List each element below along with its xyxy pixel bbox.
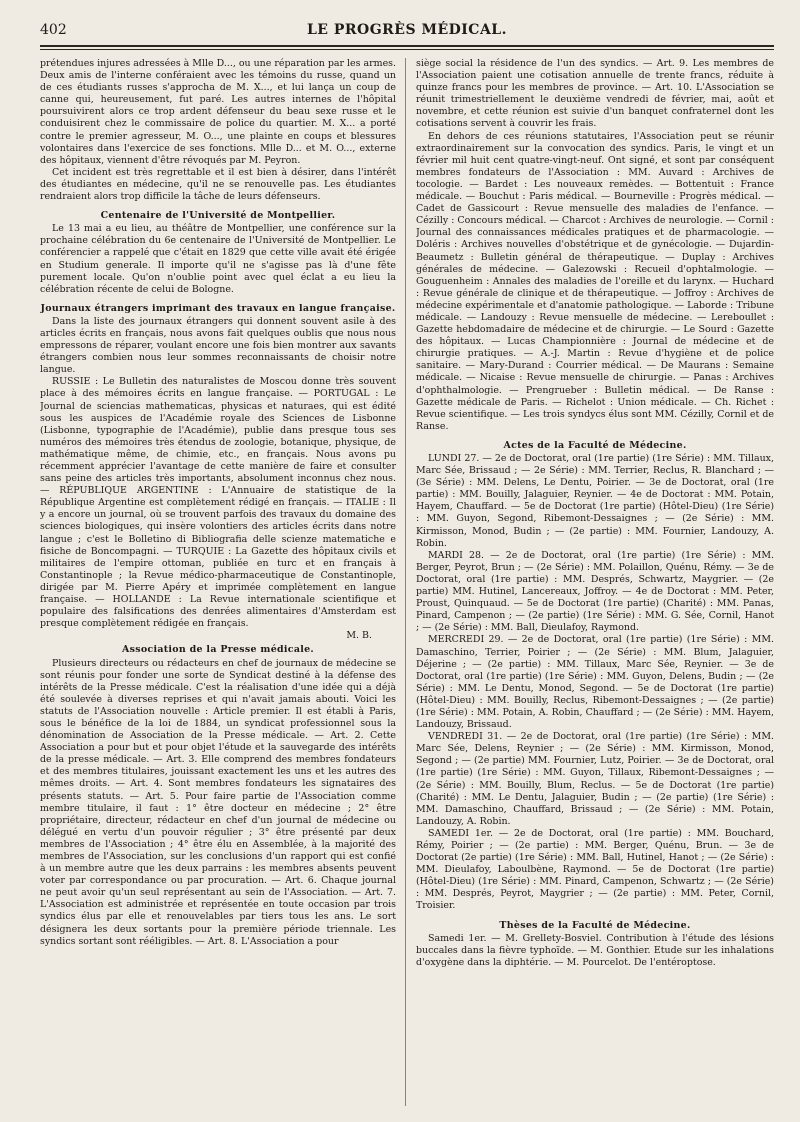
paragraph: RUSSIE : Le Bulletin des naturalistes de Moscou donne très souvent place à des mémoires écrits en langue française. — PORTUGAL : Le Journal de sciencias mathematicas, physicas et naturaes, qui est édité sous les auspices de l'Académie royale des Sciences de Lisbonne (Lisbonne, typographie de l'Académie), publie dans presque tous ses numéros des mémoires très étendus de zoologie, botanique, physique, de mathématique même, de chimie, etc., en français. Nous avons pu récemment apprécier l'avantage de cette manière de faire et consulter sans peine des articles très importants, absolument inconnus chez nous. — RÉPUBLIQUE ARGENTINE : L'Annuaire de statistique de la République Argentine est complètement rédigé en français. — ITALIE : Il y a encore un journal, où se trouvent parfois des travaux du domaine des sciences biologiques, qui insère volontiers des articles écrits dans notre langue ; c'est le Bolletino di Bibliografia delle scienze matematiche e fisiche de Boncompagni. — TURQUIE : La Gazette des hôpitaux civils et militaires de l'empire ottoman, publiée en turc et en français à Constantinople ; la Revue médico-pharmaceutique de Constantinople, dirigée par M. Pierre Apéry et imprimée complètement en langue française. — HOLLANDE : La Revue internationale scientifique et populaire des falsifications des denrées alimentaires d'Amsterdam est presque complètement rédigée en français. [40,376,396,630]
left-column [40,58,396,1110]
paragraph: prétendues injures adressées à Mlle D..., ou une réparation par les armes. Deux amis de l'interne conféraient avec les témoins du russe, quand un de ces étudiants russes s'approcha de M. X..., et lui lança un coup de canne qui, heureusement, fut paré. Les autres internes de l'hôpital poursuivirent alors ce trop ardent défenseur du beau sexe russe et le conduisirent chez le commissaire de police du quartier. M. X... a porté contre le premier agresseur, M. O..., une plainte en coups et blessures volontaires dans l'exercice de ses fonctions. Mlle D... et M. O..., externe des hôpitaux, viennent d'être révoqués par M. Peyron. [40,58,396,166]
exam-schedule-entry: MERCREDI 29. — 2e de Doctorat, oral (1re partie) (1re Série) : MM. Damaschino, Terrier, Poirier ; — (2e Série) : MM. Blum, Jalaguier, Déjerine ; — (2e partie) : MM. Tillaux, Marc Sée, Reynier. — 3e de Doctorat, oral (1re partie) (1re Série) : MM. Guyon, Delens, Budin ; — (2e Série) : MM. Le Dentu, Monod, Segond. — 5e de Doctorat (1re partie) (Hôtel-Dieu) : MM. Bouilly, Reclus, Ribemont-Dessaignes ; — (2e partie) (1re Série) : MM. Potain, A. Robin, Chauffard ; — (2e Série) : MM. Hayem, Landouzy, Brissaud. [416,634,774,731]
paragraph: Plusieurs directeurs ou rédacteurs en chef de journaux de médecine se sont réunis pour fonder une sorte de Syndicat destiné à la défense des intérêts de la Presse médicale. C'est la réalisation d'une idée qui a déjà été soulevée à diverses reprises et qui n'avait jamais abouti. Voici les statuts de l'Association nouvelle : Article premier. Il est établi à Paris, sous le bénéfice de la loi de 1884, un syndicat professionnel sous la dénomination de Association de la Presse médicale. — Art. 2. Cette Association a pour but et pour objet l'étude et la sauvegarde des intérêts de la presse médicale. — Art. 3. Elle comprend des membres fondateurs et des membres titulaires, jouissant exactement les uns et les autres des mêmes droits. — Art. 4. Sont membres fondateurs les signataires des présents statuts. — Art. 5. Pour faire partie de l'Association comme membre titulaire, il faut : 1° être docteur en médecine ; 2° être propriétaire, directeur, rédacteur en chef d'un journal de médecine ou délégué en vertu d'un pouvoir régulier ; 3° être présenté par deux membres de l'Association ; 4° être élu en Assemblée, à la majorité des membres de l'Association, sur les conclusions d'un rapport qui est confié à un membre autre que les deux parrains : les membres absents peuvent voter par correspondance ou par procuration. — Art. 6. Chaque journal ne peut avoir qu'un seul représentant au sein de l'Association. — Art. 7. L'Association est administrée et représentée en toute occasion par trois syndics élus par elle et renouvelables par tiers tous les ans. Le sort désignera les deux sortants pour la première période triennale. Les syndics sortant sont rééligibles. — Art. 8. L'Association a pour [40,657,396,947]
exam-schedule-entry: VENDREDI 31. — 2e de Doctorat, oral (1re partie) (1re Série) : MM. Marc Sée, Delens, Reynier ; — (2e Série) : MM. Kirmisson, Monod, Segond ; — (2e partie) MM. Fournier, Lutz, Poirier. — 3e de Doctorat, oral (1re partie) (1re Série) : MM. Guyon, Tillaux, Ribemont-Dessaignes ; — (2e Série) : MM. Bouilly, Blum, Reclus. — 5e de Doctorat (1re partie) (Charité) : MM. Le Dentu, Jalaguier, Budin ; — (2e partie) (1re Série) : MM. Damaschino, Chauffard, Brissaud ; — (2e Série) : MM. Potain, Landouzy, A. Robin. [416,731,774,827]
header-rule-thin [40,49,774,50]
paragraph: Samedi 1er. — M. Grellety-Bosviel. Contribution à l'étude des lésions buccales dans la fièvre typhoïde. — M. Gonthier. Etude sur les inhalations d'oxygène dans la diphtérie. — M. Pourcelot. De l'entéroptose. [416,932,774,968]
header-rule [40,45,774,47]
paragraph: Dans la liste des journaux étrangers qui donnent souvent asile à des articles écrits en français, nous avons fait quelques oublis que nous nous empressons de réparer, voulant encore une fois bien montrer aux savants étrangers combien nous leur sommes reconnaissants de choisir notre langue. [40,315,396,376]
section-title-journaux-etrangers: Journaux étrangers imprimant des travaux en langue française. [40,302,396,314]
page-header [40,22,774,44]
paragraph: Cet incident est très regrettable et il est bien à désirer, dans l'intérêt des étudiantes en médecine, qu'il ne se renouvelle pas. Les étudiantes rendraient alors trop difficile la tâche de leurs défenseurs. [40,166,396,203]
column-divider [405,58,406,1106]
paragraph: siège social la résidence de l'un des syndics. — Art. 9. Les membres de l'Association paient une cotisation annuelle de trente francs, réduite à quinze francs pour les membres de province. — Art. 10. L'Association se réunit trimestriellement le deuxième vendredi de février, mai, août et novembre, et cette réunion est suivie d'un banquet confraternel dont les cotisations servent à couvrir les frais. [416,58,774,130]
right-column [416,58,774,1110]
section-title-actes-faculte: Actes de la Faculté de Médecine. [503,439,687,451]
paragraph: Le 13 mai a eu lieu, au théâtre de Montpellier, une conférence sur la prochaine célébration du 6e centenaire de l'Université de Montpellier. Le conférencier a rappelé que c'était en 1829 que cette ville avait été érigée en Studium generale. Il importe qu'il ne s'agisse pas là d'une fête purement locale. Qu'on n'oublie point avec quel éclat a eu lieu la célébration récente de celui de Bologne. [40,223,396,295]
author-signature: M. B. [346,630,372,642]
exam-schedule-entry: SAMEDI 1er. — 2e de Doctorat, oral (1re partie) : MM. Bouchard, Rémy, Poirier ; — (2e partie) : MM. Berger, Quénu, Brun. — 3e de Doctorat (2e partie) (1re Série) : MM. Ball, Hutinel, Hanot ; — (2e Série) : MM. Dieulafoy, Laboulbène, Raymond. — 5e de Doctorat (1re partie) (Hôtel-Dieu) (1re Série) : MM. Pinard, Campenon, Schwartz ; — (2e Série) : MM. Després, Peyrot, Maygrier ; — (2e partie) : MM. Peter, Cornil, Troisier. [416,827,774,912]
page-number: 402 [40,22,67,38]
exam-schedule-entry: MARDI 28. — 2e de Doctorat, oral (1re partie) (1re Série) : MM. Berger, Peyrot, Brun ; — (2e Série) : MM. Polaillon, Quénu, Rémy. — 3e de Doctorat, oral (1re partie) : MM. Després, Schwartz, Maygrier. — (2e partie) MM. Hutinel, Lancereaux, Joffroy. — 4e de Doctorat : MM. Peter, Proust, Quinquaud. — 5e de Doctorat (1re partie) (Charité) : MM. Panas, Pinard, Campenon ; — (2e partie) (1re Série) : MM. G. Sée, Cornil, Hanot ; — (2e Série) : MM. Ball, Dieulafoy, Raymond. [416,549,774,634]
journal-title: LE PROGRÈS MÉDICAL. [306,22,508,38]
section-title-montpellier: Centenaire de l'Université de Montpellier. [100,210,336,222]
exam-schedule-entry: LUNDI 27. — 2e de Doctorat, oral (1re partie) (1re Série) : MM. Tillaux, Marc Sée, Brissaud ; — 2e Série) : MM. Terrier, Reclus, R. Blanchard ; — (3e Série) : MM. Delens, Le Dentu, Poirier. — 3e de Doctorat, oral (1re partie) : MM. Bouilly, Jalaguier, Reynier. — 4e de Doctorat : MM. Potain, Hayem, Chauffard. — 5e de Doctorat (1re partie) (Hôtel-Dieu) (1re Série) : MM. Guyon, Segond, Ribemont-Dessaignes ; — (2e Série) : MM. Kirmisson, Monod, Budin ; — (2e partie) : MM. Fournier, Landouzy, A. Robin. [416,453,774,549]
section-title-presse-medicale: Association de la Presse médicale. [121,644,315,656]
paragraph: En dehors de ces réunions statutaires, l'Association peut se réunir extraordinairement sur la convocation des syndics. Paris, le vingt et un février mil huit cent quatre-vingt-neuf. Ont signé, et sont par conséquent membres fondateurs de l'Association : MM. Auvard : Archives de tocologie. — Bardet : Les nouveaux remèdes. — Bottentuit : France médicale. — Bouchut : Paris médical. — Bourneville : Progrès médical. — Cadet de Gassicourt : Revue mensuelle des maladies de l'enfance. — Cézilly : Concours médical. — Charcot : Archives de neurologie. — Cornil : Journal des connaissances médicales pratiques et de pharmacologie. — Doléris : Archives nouvelles d'obstétrique et de gynécologie. — Dujardin-Beaumetz : Bulletin général de thérapeutique. — Duplay : Archives générales de médecine. — Galezowski : Recueil d'ophtalmologie. — Gouguenheim : Annales des maladies de l'oreille et du larynx. — Huchard : Revue générale de clinique et de thérapeutique. — Joffroy : Archives de médecine expérimentale et d'anatomie pathologique. — Laborde : Tribune médicale. — Landouzy : Revue mensuelle de médecine. — Lereboullet : Gazette hebdomadaire de médecine et de chirurgie. — Le Sourd : Gazette des hôpitaux. — Lucas Championnière : Journal de médecine et de chirurgie pratiques. — A.-J. Martin : Revue d'hygiène et de police sanitaire. — Mary-Durand : Courrier médical. — De Maurans : Semaine médicale. — Nicaise : Revue mensuelle de chirurgie. — Panas : Archives d'ophthalmologie. — Prengrueber : Bulletin médical. — De Ranse : Gazette médicale de Paris. — Richelot : Union médicale. — Ch. Richet : Revue scientifique. — Les trois syndycs élus sont MM. Cézilly, Cornil et de Ranse. [416,130,774,432]
section-title-theses: Thèses de la Faculté de Médecine. [499,919,691,931]
